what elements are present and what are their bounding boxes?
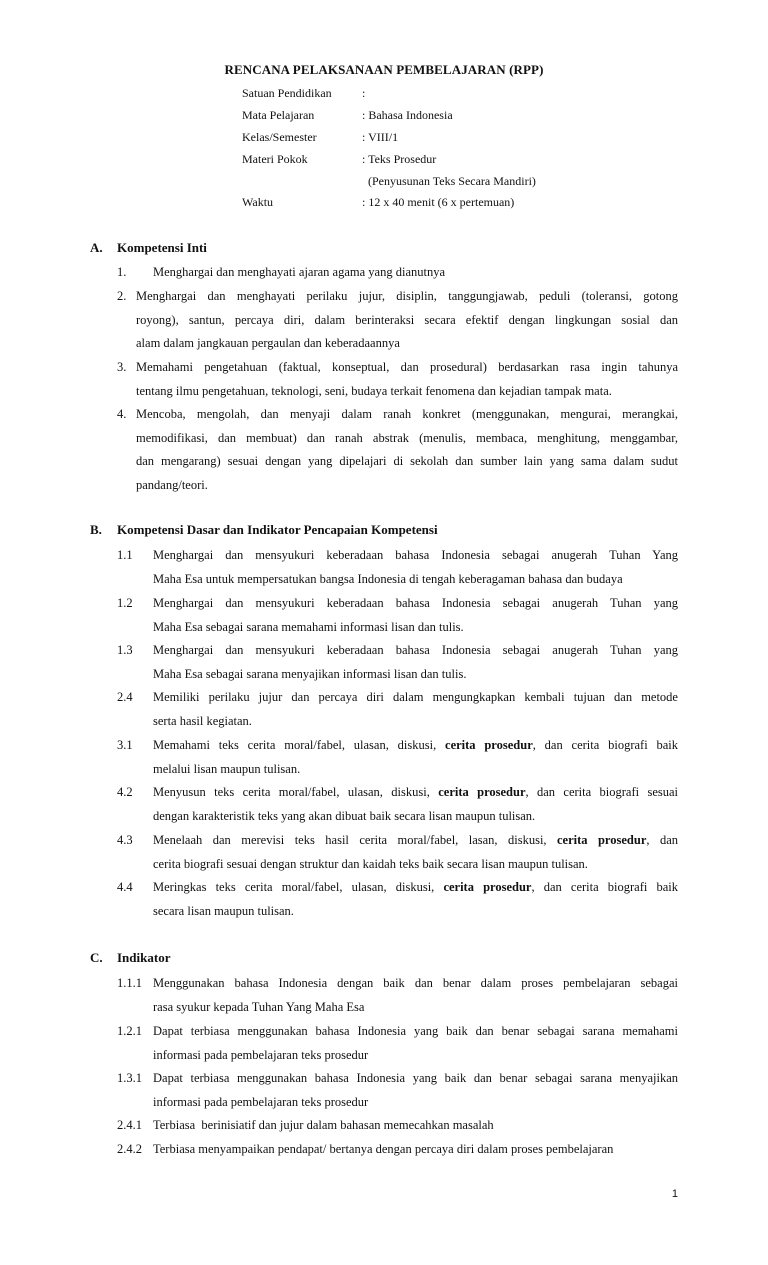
text-run: Meringkas teks cerita moral/fabel, ulasan, diskusi, [153, 880, 435, 894]
list-item [153, 829, 678, 876]
meta-key: Materi Pokok [242, 152, 308, 166]
bold-term: cerita prosedur [438, 785, 526, 799]
meta-key: Mata Pelajaran [242, 108, 315, 122]
list-item [153, 1020, 678, 1067]
item-line: Memahami pengetahuan (faktual, konseptual, dan prosedural) berdasarkan rasa ingin tahunya [136, 360, 678, 374]
item-number: 2.4.2 [117, 1142, 142, 1156]
meta-value: : [362, 86, 366, 100]
bold-term: cerita prosedur [445, 738, 533, 752]
item-number: 4.3 [117, 833, 133, 847]
item-line: informasi pada pembelajaran teks prosedur [153, 1047, 369, 1062]
list-item [136, 285, 678, 356]
item-number: 1.3.1 [117, 1071, 142, 1085]
section-title: Kompetensi Inti [117, 240, 207, 255]
list-item [153, 686, 678, 733]
section-title: Indikator [117, 950, 171, 965]
item-number: 1.2 [117, 596, 133, 610]
item-line: Menghargai dan menghayati ajaran agama yang dianutnya [153, 265, 446, 279]
item-line: Menghargai dan menghayati perilaku jujur, disiplin, tanggungjawab, peduli (toleransi, gotong [136, 289, 678, 303]
item-number: 1.1.1 [117, 976, 142, 990]
item-line: pandang/teori. [136, 477, 208, 492]
text-run: , dan [646, 833, 678, 847]
list-item [153, 1067, 678, 1114]
meta-value: (Penyusunan Teks Secara Mandiri) [368, 174, 536, 188]
item-line [153, 734, 678, 758]
item-number: 1.3 [117, 643, 133, 657]
list-item [136, 403, 678, 497]
item-line: informasi pada pembelajaran teks prosedur [153, 1094, 369, 1109]
item-number: 1. [117, 265, 127, 279]
item-line: Menghargai dan mensyukuri keberadaan bahasa Indonesia sebagai anugerah Tuhan yang [153, 643, 678, 657]
item-line: Menggunakan bahasa Indonesia dengan baik dan benar dalam proses pembelajaran sebagai [153, 976, 678, 990]
list-item [153, 781, 678, 828]
item-line: Maha Esa untuk mempersatukan bangsa Indonesia di tengah keberagaman bahasa dan budaya [153, 571, 623, 586]
text-run: Menyusun teks cerita moral/fabel, ulasan, diskusi, [153, 785, 430, 799]
item-number: 4.4 [117, 880, 133, 894]
bold-term: cerita prosedur [443, 880, 532, 894]
item-line: Mencoba, mengolah, dan menyaji dalam ranah konkret (menggunakan, mengurai, merangkai, [136, 407, 678, 421]
item-line: Terbiasa menyampaikan pendapat/ bertanya dengan percaya diri dalam proses pembelajaran [153, 1142, 614, 1156]
item-number: 3. [117, 360, 127, 374]
section-heading-b [90, 522, 438, 538]
text-run: Memahami teks cerita moral/fabel, ulasan, diskusi, [153, 738, 437, 752]
item-number: 2. [117, 289, 127, 303]
section-letter: C. [90, 950, 103, 965]
item-line: melalui lisan maupun tulisan. [153, 761, 301, 776]
meta-value: : VIII/1 [362, 130, 399, 144]
section-letter: A. [90, 240, 103, 255]
item-number: 2.4 [117, 690, 133, 704]
item-line: memodifikasi, dan membuat) dan ranah abstrak (menulis, membaca, menghitung, menggambar, [136, 430, 678, 445]
item-line: serta hasil kegiatan. [153, 713, 252, 728]
section-heading-c [90, 950, 170, 966]
item-line [153, 876, 678, 900]
text-run: Menelaah dan merevisi teks hasil cerita moral/fabel, lasan, diskusi, [153, 833, 547, 847]
item-line: Terbiasa berinisiatif dan jujur dalam bahasan memecahkan masalah [153, 1118, 494, 1132]
document-title: RENCANA PELAKSANAAN PEMBELAJARAN (RPP) [224, 62, 544, 77]
list-item [153, 876, 678, 923]
list-item [153, 734, 678, 781]
list-item [153, 592, 678, 639]
list-item [153, 972, 678, 1019]
item-line: Dapat terbiasa menggunakan bahasa Indonesia yang baik dan benar sebagai sarana menyajikan [153, 1071, 678, 1085]
list-item [153, 639, 678, 686]
text-run: , dan cerita biografi baik [532, 738, 678, 752]
item-line: Menghargai dan mensyukuri keberadaan bahasa Indonesia sebagai anugerah Tuhan Yang [153, 548, 678, 562]
item-line: Dapat terbiasa menggunakan bahasa Indonesia yang baik dan benar sebagai sarana memahami [153, 1024, 678, 1038]
section-title: Kompetensi Dasar dan Indikator Pencapaian Kompetensi [117, 522, 438, 537]
item-line [153, 781, 678, 805]
list-item [153, 1138, 678, 1162]
list-item [136, 356, 678, 403]
item-number: 3.1 [117, 738, 133, 752]
item-line: royong), santun, percaya diri, dalam berinteraksi secara efektif dengan lingkungan sosial dan [136, 312, 678, 327]
item-line: tentang ilmu pengetahuan, teknologi, seni, budaya terkait fenomena dan kejadian tampak mata. [136, 383, 612, 398]
item-line: cerita biografi sesuai dengan struktur dan kaidah teks baik secara lisan maupun tulisan. [153, 856, 588, 871]
text-run: , dan cerita biografi baik [531, 880, 678, 894]
meta-key: Kelas/Semester [242, 130, 317, 144]
item-line: Menghargai dan mensyukuri keberadaan bahasa Indonesia sebagai anugerah Tuhan yang [153, 596, 678, 610]
page-number: 1 [671, 1188, 678, 1200]
item-line: alam dalam jangkauan pergaulan dan keberadaannya [136, 336, 400, 350]
list-item [153, 261, 678, 285]
item-line: Memiliki perilaku jujur dan percaya diri dalam mengungkapkan kembali tujuan dan metode [153, 690, 678, 704]
item-line: dan mengarang) sesuai dengan yang dipelajari di sekolah dan sumber lain yang sama dalam sudut [136, 454, 678, 468]
text-run: , dan cerita biografi sesuai [525, 785, 679, 799]
item-number: 1.2.1 [117, 1024, 142, 1038]
meta-value: : 12 x 40 menit (6 x pertemuan) [362, 195, 515, 209]
meta-value: : Teks Prosedur [362, 152, 437, 166]
meta-value: : Bahasa Indonesia [362, 108, 453, 122]
section-letter: B. [90, 522, 102, 537]
item-line: Maha Esa sebagai sarana memahami informasi lisan dan tulis. [153, 619, 464, 634]
meta-key: Satuan Pendidikan [242, 86, 332, 100]
item-number: 4.2 [117, 785, 133, 799]
list-item [153, 1114, 678, 1138]
item-line: Maha Esa sebagai sarana menyajikan informasi lisan dan tulis. [153, 666, 467, 681]
item-line: secara lisan maupun tulisan. [153, 903, 294, 918]
section-heading-a [90, 240, 207, 256]
item-line [153, 829, 678, 853]
item-line: rasa syukur kepada Tuhan Yang Maha Esa [153, 999, 365, 1014]
list-item [153, 544, 678, 591]
item-number: 1.1 [117, 548, 133, 562]
meta-key: Waktu [242, 195, 274, 209]
item-line: dengan karakteristik teks yang akan dibuat baik secara lisan maupun tulisan. [153, 808, 536, 823]
item-number: 4. [117, 407, 127, 421]
bold-term: cerita prosedur [557, 833, 647, 847]
item-number: 2.4.1 [117, 1118, 142, 1132]
